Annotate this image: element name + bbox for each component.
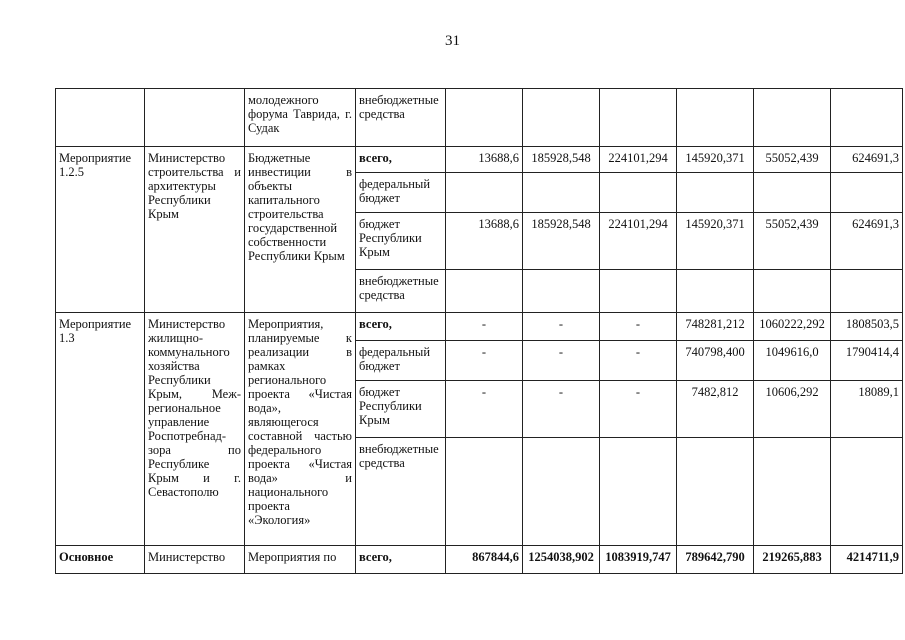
table-row	[56, 89, 903, 147]
value-cell	[754, 270, 831, 313]
value-cell	[446, 89, 523, 147]
value-cell: 1083919,747	[600, 546, 677, 574]
value-cell: 55052,439	[754, 213, 831, 270]
value-cell: -	[523, 313, 600, 341]
executor-cell: Министерство жилищно-коммунального хозяйства Республики Крым, Меж-региональное управление Роспотребнад-зора по Республике Крым и г. Севастополю	[145, 313, 245, 546]
value-cell	[831, 173, 903, 213]
value-cell: 7482,812	[677, 381, 754, 438]
executor-cell	[145, 89, 245, 147]
description-cell: Мероприятия, планируемые к реализации в рамках регионального проекта «Чистая вода», являющегося составной частью федерального проекта «Чистая вода» и национального проекта «Экология»	[245, 313, 356, 546]
value-cell: -	[446, 313, 523, 341]
activity-cell: Мероприятие 1.2.5	[56, 147, 145, 313]
value-cell: -	[600, 381, 677, 438]
activity-cell: Основное	[56, 546, 145, 574]
description-cell: Бюджетные инвестиции в объекты капитального строительства государственной собственности Республики Крым	[245, 147, 356, 313]
value-cell	[754, 173, 831, 213]
value-cell: -	[446, 381, 523, 438]
value-cell: 185928,548	[523, 213, 600, 270]
value-cell: 624691,3	[831, 147, 903, 173]
description-cell	[245, 89, 356, 147]
value-cell: 13688,6	[446, 147, 523, 173]
value-cell	[677, 173, 754, 213]
value-cell	[600, 438, 677, 546]
value-cell	[523, 89, 600, 147]
table-row	[56, 313, 903, 341]
value-cell: -	[600, 341, 677, 381]
description-text: молодежного форума Таврида, г. Судак	[248, 93, 352, 135]
value-cell: 224101,294	[600, 213, 677, 270]
value-cell: 13688,6	[446, 213, 523, 270]
funding-source-cell: всего,	[356, 313, 446, 341]
value-cell: 18089,1	[831, 381, 903, 438]
page-number: 31	[445, 33, 460, 49]
value-cell: 789642,790	[677, 546, 754, 574]
value-cell: 624691,3	[831, 213, 903, 270]
value-cell: 1790414,4	[831, 341, 903, 381]
funding-source-cell: всего,	[356, 147, 446, 173]
value-cell: -	[523, 341, 600, 381]
value-cell	[523, 270, 600, 313]
funding-source-cell: федеральный бюджет	[356, 173, 446, 213]
value-cell: 1049616,0	[754, 341, 831, 381]
value-cell	[677, 438, 754, 546]
value-cell: 145920,371	[677, 147, 754, 173]
funding-source-cell: федеральный бюджет	[356, 341, 446, 381]
value-cell	[754, 438, 831, 546]
executor-cell: Министерство	[145, 546, 245, 574]
value-cell: -	[446, 341, 523, 381]
funding-source-cell: бюджет Республики Крым	[356, 213, 446, 270]
value-cell	[446, 438, 523, 546]
value-cell	[600, 270, 677, 313]
value-cell	[831, 270, 903, 313]
value-cell: 4214711,9	[831, 546, 903, 574]
funding-source-cell: внебюджетные средства	[356, 89, 446, 147]
executor-cell: Министерство строительства и архитектуры Республики Крым	[145, 147, 245, 313]
value-cell	[831, 89, 903, 147]
value-cell: 1808503,5	[831, 313, 903, 341]
value-cell	[600, 89, 677, 147]
value-cell	[523, 173, 600, 213]
value-cell	[523, 438, 600, 546]
value-cell: 55052,439	[754, 147, 831, 173]
value-cell	[446, 173, 523, 213]
value-cell: 1060222,292	[754, 313, 831, 341]
funding-source-cell: бюджет Республики Крым	[356, 381, 446, 438]
funding-source-cell: внебюджетные средства	[356, 438, 446, 546]
value-cell: -	[600, 313, 677, 341]
table-row	[56, 546, 903, 574]
value-cell	[446, 270, 523, 313]
value-cell	[831, 438, 903, 546]
table-row	[56, 147, 903, 173]
value-cell: 185928,548	[523, 147, 600, 173]
value-cell	[677, 270, 754, 313]
value-cell	[677, 89, 754, 147]
funding-source-cell: всего,	[356, 546, 446, 574]
value-cell	[600, 173, 677, 213]
value-cell: 219265,883	[754, 546, 831, 574]
description-cell: Мероприятия по	[245, 546, 356, 574]
value-cell: 1254038,902	[523, 546, 600, 574]
funding-source-cell: внебюджетные средства	[356, 270, 446, 313]
activity-cell: Мероприятие 1.3	[56, 313, 145, 546]
value-cell: 10606,292	[754, 381, 831, 438]
budget-table	[55, 88, 903, 574]
value-cell: -	[523, 381, 600, 438]
value-cell: 867844,6	[446, 546, 523, 574]
value-cell: 748281,212	[677, 313, 754, 341]
value-cell: 224101,294	[600, 147, 677, 173]
value-cell	[754, 89, 831, 147]
value-cell: 740798,400	[677, 341, 754, 381]
activity-cell	[56, 89, 145, 147]
value-cell: 145920,371	[677, 213, 754, 270]
